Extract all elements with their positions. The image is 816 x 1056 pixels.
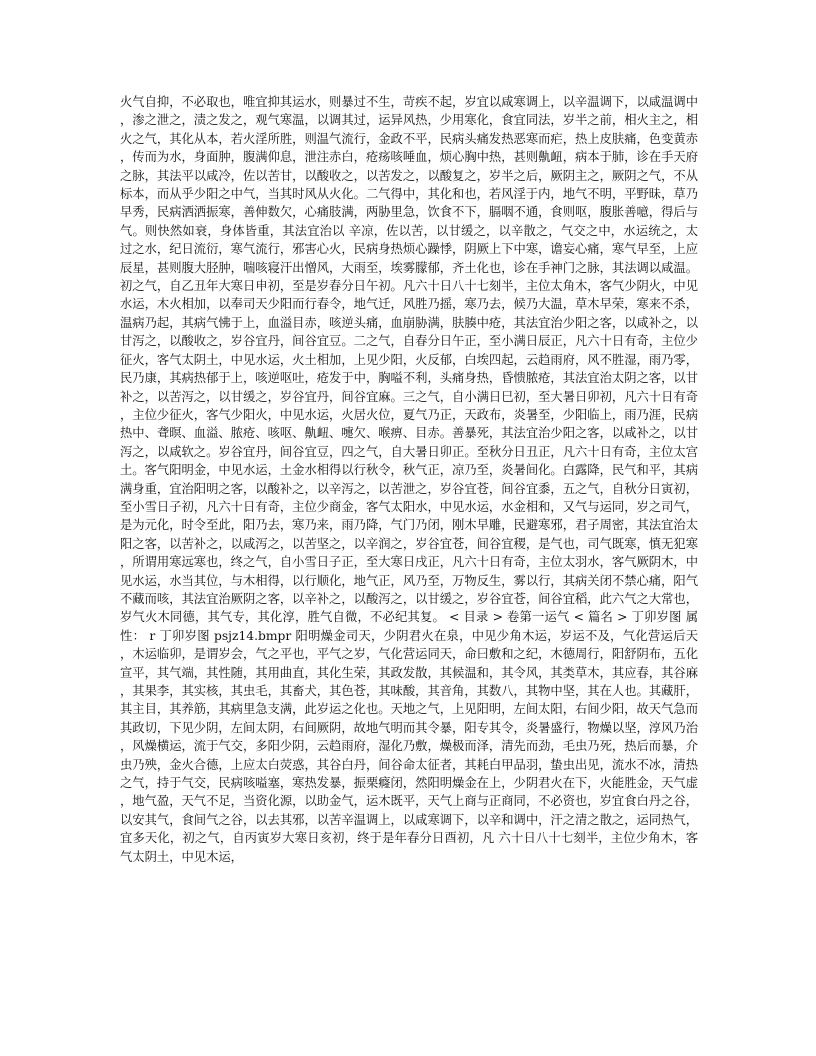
document-page xyxy=(120,93,698,1013)
body-paragraph: 火气自抑，不必取也，唯宜抑其运水，则暴过不生，苛疾不起，岁宜以咸寒调上，以辛温调下，以咸温调中，渗之泄之，渍之发之，观气寒温，以调其过，运异风热，少用寒化，食宜同法，岁半之前，相火主之，相火之气，其化从本，若火淫所胜，则温气流行，金政不平，民病头痛发热恶寒而疟，热上皮肤痛，色变黄赤，传而为水，身面肿，腹满仰息，泄注赤白，疮疡咳唾血，烦心胸中热，甚则鼽衄，病本于肺，诊在手天府之脉，其法平以咸冷，佐以苦甘，以酸收之，以苦发之，以酸复之，岁半之后，厥阴主之，厥阴之气，不从标本，而从乎少阳之中气，当其时风从火化。二气得中，其化和也，若风淫于内，地气不明，平野昧，草乃早秀，民病洒洒振寒，善伸数欠，心痛肢满，两胁里急，饮食不下，膈咽不通，食则呕，腹胀善噫，得后与气。则快然如衰，身体皆重，其法宜治以 辛凉，佐以苦，以甘缓之，以辛散之，气交之中，水运统之，太过之水，纪日流衍，寒气流行，邪害心火，民病身热烦心躁悸，阴厥上下中寒，谵妄心痛，寒气早至，上应辰星，甚则腹大胫肿，喘咳寝汗出憎风，大雨至，埃雾朦郁，齐土化也，诊在手神门之脉，其法调以咸温。初之气，自乙丑年大寒日申初，至是岁春分日午初。凡六十日八十七刻半，主位太角木，客气少阴火，中见水运，木火相加，以奉司天少阳而行春令，地气迁，风胜乃摇，寒乃去，候乃大温，草木早荣，寒来不杀，温病乃起，其病气怫于上，血溢目赤，咳逆头痛，血崩胁满，肤腠中疮，其法宜治少阳之客，以咸补之，以甘泻之，以酸收之，岁谷宜丹，间谷宜豆。二之气，自春分日午正，至小满日辰正，凡六十日有奇，主位少征火，客气太阴土，中见水运，火土相加，上见少阳，火反郁，白埃四起，云趋雨府，风不胜湿，雨乃零，民乃康，其病热郁于上，咳逆呕吐，疮发于中，胸嗌不利，头痛身热，昏愦脓疮，其法宜治太阴之客，以甘补之，以苦泻之，以甘缓之，岁谷宜丹，间谷宜麻。三之气，自小满日巳初，至大暑日卯初，凡六十日有奇，主位少征火，客气少阳火，中见水运，火居火位，夏气乃正，天政布，炎暑至，少阳临上，雨乃涯，民病热中、聋暝、血溢、脓疮、咳呕、鼽衄、嚏欠、喉痹、目赤。善暴死，其法宜治少阳之客，以咸补之，以甘泻之，以咸软之。岁谷宜丹，间谷宜豆，四之气，自大暑日卯正。至秋分日丑正，凡六十日有奇，主位太宫土。客气阳明金，中见水运，土金水相得以行秋令，秋气正，凉乃至，炎暑间化。白露降，民气和平，其病满身重，宜治阳明之客，以酸补之，以辛泻之，以苦泄之，岁谷宜苍，间谷宜黍，五之气，自秋分日寅初，至小雪日子初，凡六十日有奇，主位少商金，客气太阳水，中见水运，水金相和，又气与运同，岁之司气，是为元化，时令至此，阳乃去，寒乃来，雨乃降，气门乃闭，刚木早雕，民避寒邪，君子周密，其法宜治太阳之客，以苦补之，以咸泻之，以苦坚之，以辛润之，岁谷宜苍，间谷宜稷，是气也，司气既寒，慎无犯寒，所谓用寒远寒也，终之气，自小雪日子正，至大寒日戌正，凡六十日有奇，主位太羽水，客气厥阴木，中见水运，水当其位，与木相得，以行顺化，地气正，风乃至，万物反生，雾以行，其病关闭不禁心痛，阳气不藏而咳，其法宜治厥阴之客，以辛补之，以酸泻之，以甘缓之，岁谷宜苍，间谷宜稻，此六气之大常也，岁气火木同德，其气专，其化淳，胜气自微，不必纪其复。 < 目录 > 卷第一运气 < 篇名 > 丁卯岁图 属性： r 丁卯岁图 psjz14.bmpr 阳明燥金司天，少阴君火在泉，中见少角木运，岁运不及，气化营运后天，木运临卯，是谓岁会，气之平也，平气之岁，气化营运同天，命曰敷和之纪，木德周行，阳舒阴布，五化宣平，其气端，其性随，其用曲直，其化生荣，其政发散，其候温和，其令风，其类草木，其应春，其谷麻，其果李，其实核，其虫毛，其畜犬，其色苍，其味酸，其音角，其数八，其物中坚，其在人也。其藏肝，其主目，其养筋，其病里急支满，此岁运之化也。天地之气，上见阳明，左间太阳，右间少阳，故天气急而其政切，下见少阴，左间太阴，右间厥阴，故地气明而其令暴，阳专其令，炎暑盛行，物燥以坚，淳风乃治，风燥横运，流于气交，多阳少阴，云趋雨府，湿化乃敷，燥极而泽，清先而劲，毛虫乃死，热后而暴，介虫乃殃，金火合德，上应太白荧惑，其谷白丹，间谷命太征者，其耗白甲品羽，蛰虫出见，流水不冰，清热之气，持于气交，民病咳嗌塞，寒热发暴，振栗癃闭，然阳明燥金在上，少阴君火在下，火能胜金，天气虚，地气盈，天气不足，当资化源，以助金气，运木既平，天气上商与正商同，不必资也，岁宜食白丹之谷，以安其气，食间气之谷，以去其邪，以苦辛温调上，以咸寒调下，以辛和调中，汗之清之散之，运同热气，宜多天化，初之气，自丙寅岁大寒日亥初，终于是年春分日酉初，凡 六十日八十七刻半，主位少角木，客气太阴土，中见木运， xyxy=(120,95,698,864)
